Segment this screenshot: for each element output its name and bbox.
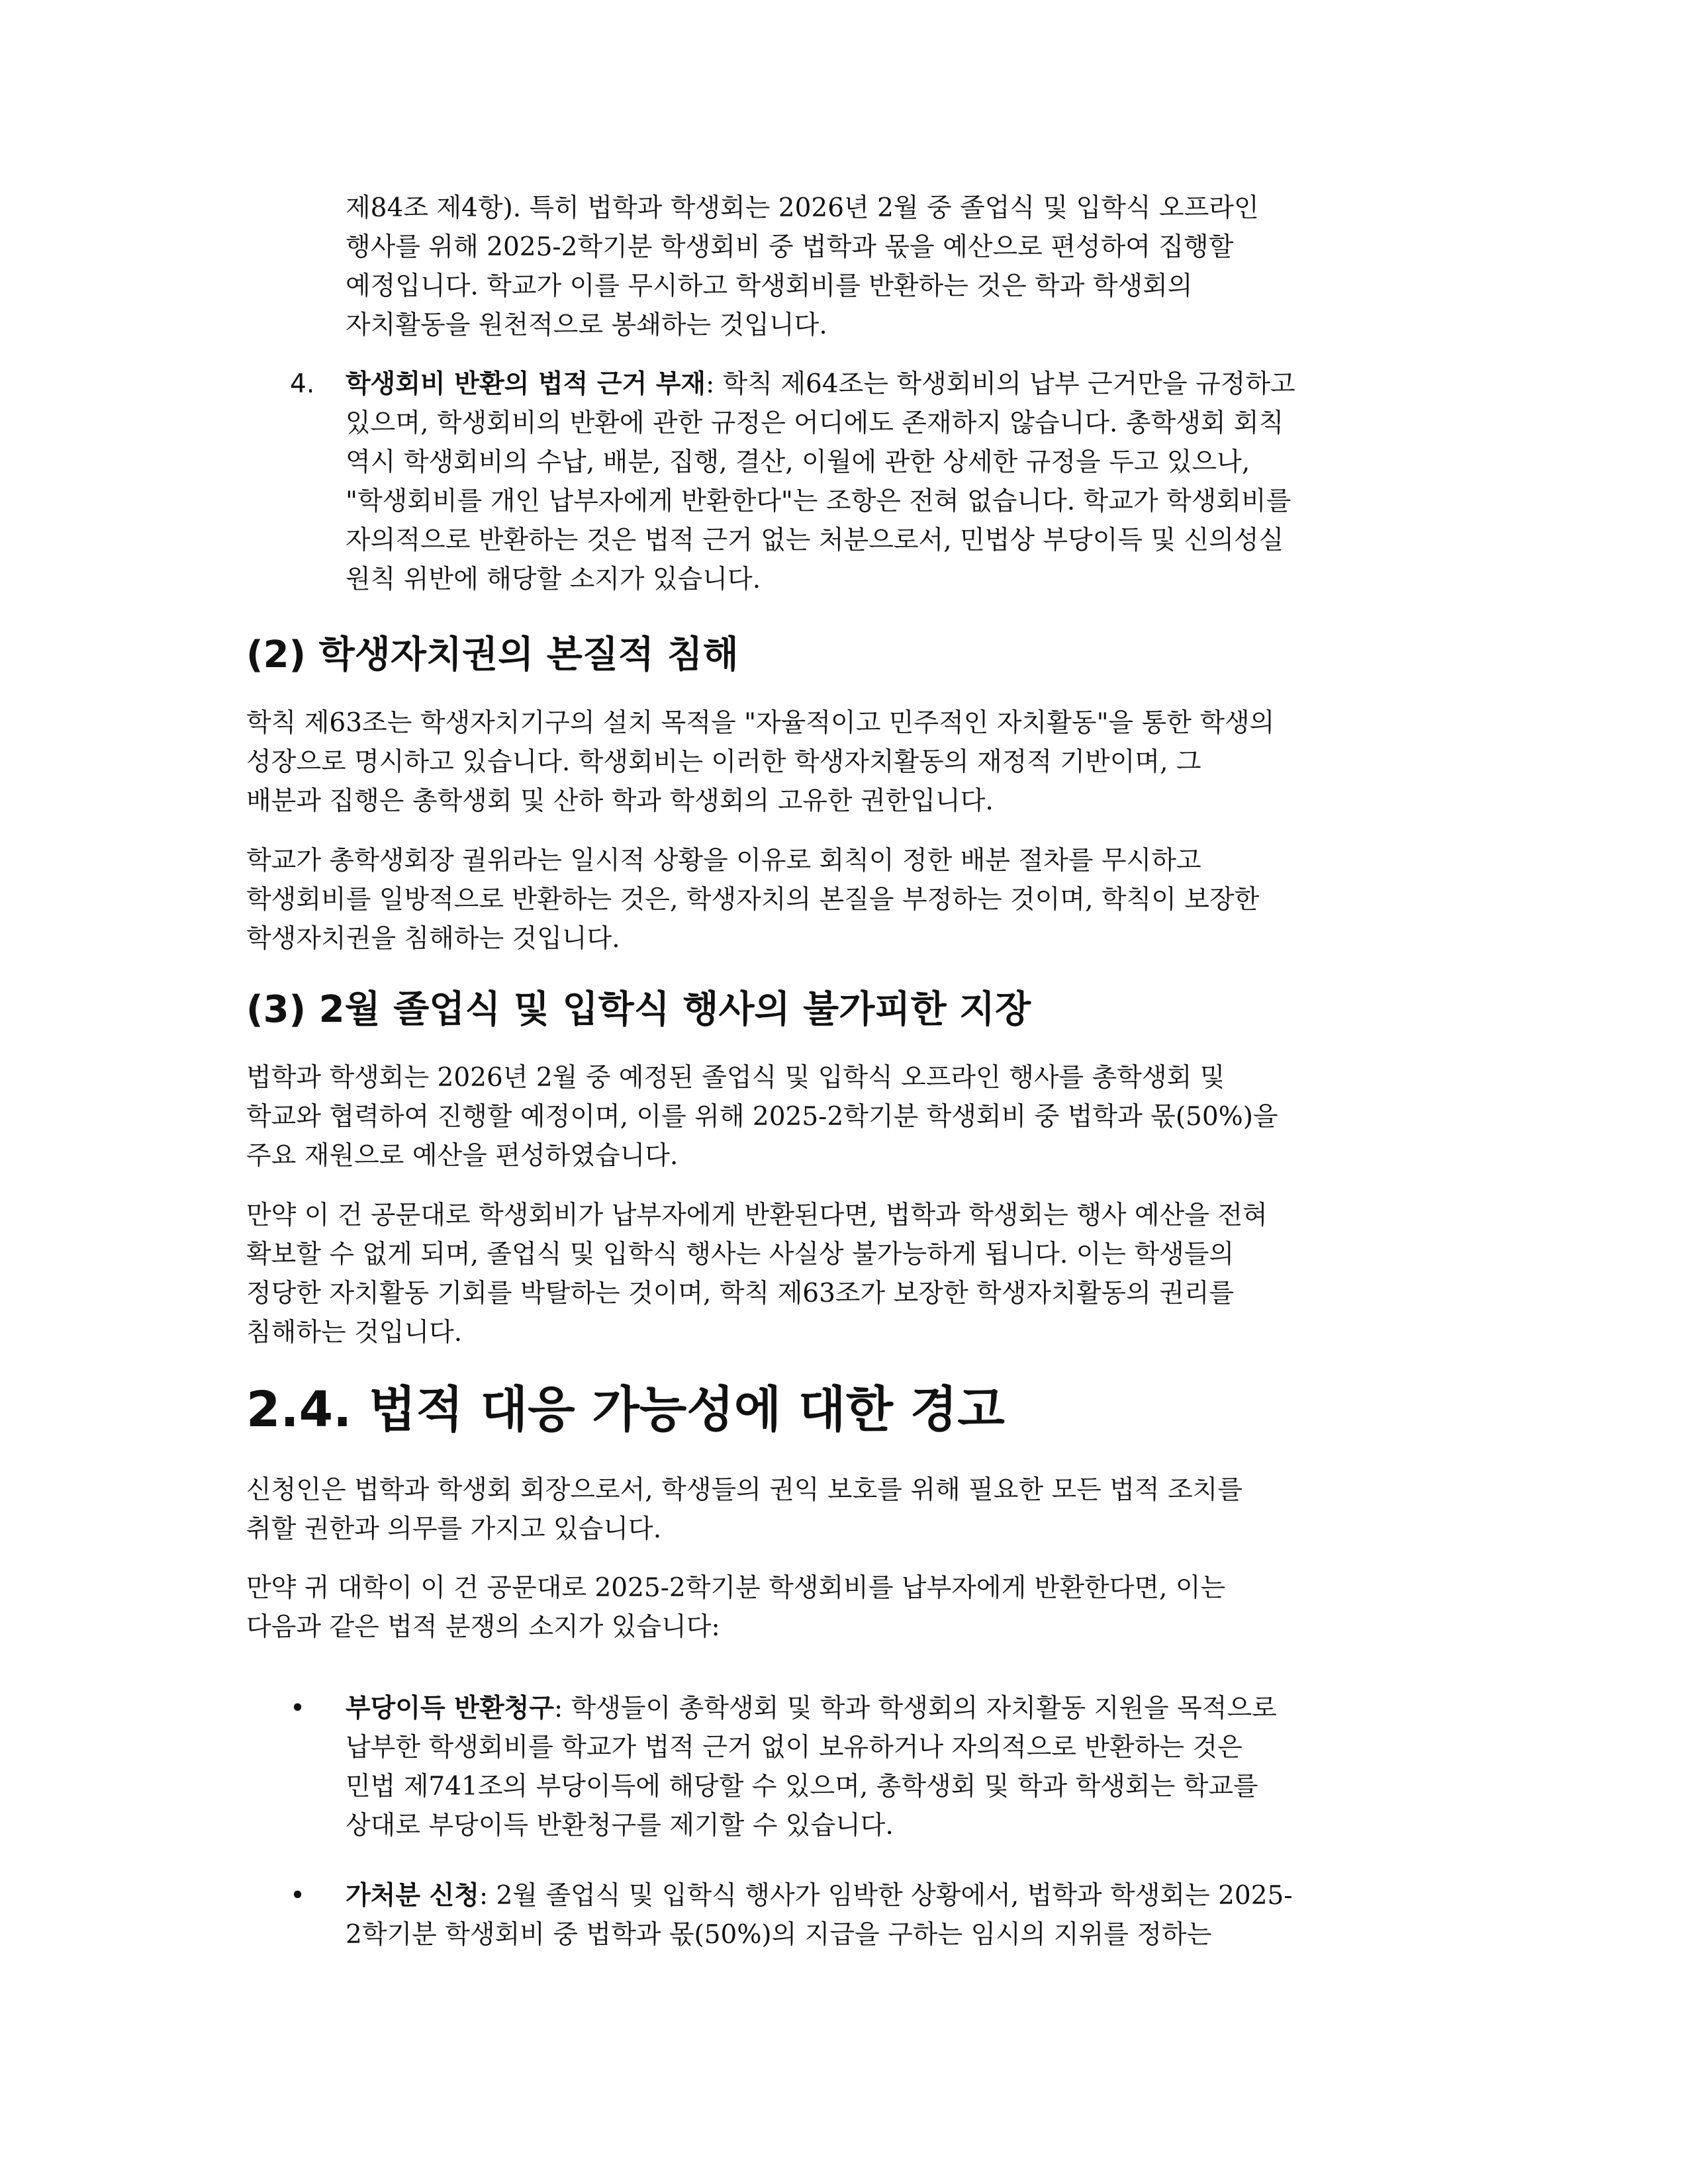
bullet-item-body [346, 1876, 1504, 1954]
section-heading-legal-warning: 2.4. 법적 대응 가능성에 대한 경고 [246, 1381, 1005, 1438]
bullet-item-text: : 2월 졸업식 및 입학식 행사가 임박한 상황에서, 법학과 학생회는 2025- 2학기분 학생회비 중 법학과 몫(50%)의 지급을 구하는 임시의 지위를 정하는 [346, 1881, 1293, 1950]
continuation-paragraph: 제84조 제4항). 특히 법학과 학생회는 2026년 2월 중 졸업식 및 입학식 오프라인 행사를 위해 2025-2학기분 학생회비 중 법학과 몫을 예산으로 편성하여 집행할 예정입니다. 학교가 이를 무시하고 학생회비를 반환하는 것은 학과 학생회의 자치활동을 원천적으로 봉쇄하는 것입니다. [346, 193, 1259, 340]
list-item-term: 학생회비 반환의 법적 근거 부재 [346, 369, 706, 399]
bullet-item-body [346, 1689, 1504, 1845]
bullet-marker: • [290, 1881, 306, 1911]
bullet-item-term: 가처분 신청 [346, 1881, 479, 1911]
paragraph-student-autonomy-2: 학교가 총학생회장 궐위라는 일시적 상황을 이유로 회칙이 정한 배분 절차를 무시하고 학생회비를 일방적으로 반환하는 것은, 학생자치의 본질을 부정하는 것이며, 학칙이 보장한 학생자치권을 침해하는 것입니다. [246, 846, 1260, 954]
paragraph-legal-warning-2: 만약 귀 대학이 이 건 공문대로 2025-2학기분 학생회비를 납부자에게 반환한다면, 이는 다음과 같은 법적 분쟁의 소지가 있습니다: [246, 1573, 1226, 1642]
bullet-item-term: 부당이득 반환청구 [346, 1694, 554, 1723]
paragraph-ceremony-impact-2: 만약 이 건 공문대로 학생회비가 납부자에게 반환된다면, 법학과 학생회는 행사 예산을 전혀 확보할 수 없게 되며, 졸업식 및 입학식 행사는 사실상 불가능하게 됩니다. 이는 학생들의 정당한 자치활동 기회를 박탈하는 것이며, 학칙 제63조가 보장한 학생자치활동의 권리를 침해하는 것입니다. [246, 1201, 1268, 1347]
list-item-body [346, 365, 1504, 599]
paragraph-student-autonomy-1: 학칙 제63조는 학생자치기구의 설치 목적을 "자율적이고 민주적인 자치활동"을 통한 학생의 성장으로 명시하고 있습니다. 학생회비는 이러한 학생자치활동의 재정적 기반이며, 그 배분과 집행은 총학생회 및 산하 학과 학생회의 고유한 권한입니다. [246, 708, 1275, 816]
list-item-text: : 학칙 제64조는 학생회비의 납부 근거만을 규정하고 있으며, 학생회비의 반환에 관한 규정은 어디에도 존재하지 않습니다. 총학생회 회칙 역시 학생회비의 수납, 배분, 집행, 결산, 이월에 관한 상세한 규정을 두고 있으나, "학생회비를 개인 납부자에게 반환한다"는 조항은 전혀 없습니다. 학교가 학생회비를 자의적으로 반환하는 것은 법적 근거 없는 처분으로서, 민법상 부당이득 및 신의성실 원칙 위반에 해당할 소지가 있습니다. [346, 369, 1295, 594]
paragraph-ceremony-impact-1: 법학과 학생회는 2026년 2월 중 예정된 졸업식 및 입학식 오프라인 행사를 총학생회 및 학교와 협력하여 진행할 예정이며, 이를 위해 2025-2학기분 학생회비 중 법학과 몫(50%)을 주요 재원으로 예산을 편성하였습니다. [246, 1063, 1278, 1171]
bullet-marker: • [290, 1694, 306, 1723]
paragraph-legal-warning-1: 신청인은 법학과 학생회 회장으로서, 학생들의 권익 보호를 위해 필요한 모든 법적 조치를 취할 권한과 의무를 가지고 있습니다. [246, 1475, 1243, 1544]
list-number: 4. [290, 369, 315, 399]
bullet-item-text: : 학생들이 총학생회 및 학과 학생회의 자치활동 지원을 목적으로 납부한 학생회비를 학교가 법적 근거 없이 보유하거나 자의적으로 반환하는 것은 민법 제741조의 부당이득에 해당할 수 있으며, 총학생회 및 학과 학생회는 학교를 상대로 부당이득 반환청구를 제기할 수 있습니다. [346, 1694, 1277, 1841]
section-heading-student-autonomy: (2) 학생자치권의 본질적 침해 [246, 633, 739, 676]
section-heading-ceremony-impact: (3) 2월 졸업식 및 입학식 행사의 불가피한 지장 [246, 988, 1031, 1031]
